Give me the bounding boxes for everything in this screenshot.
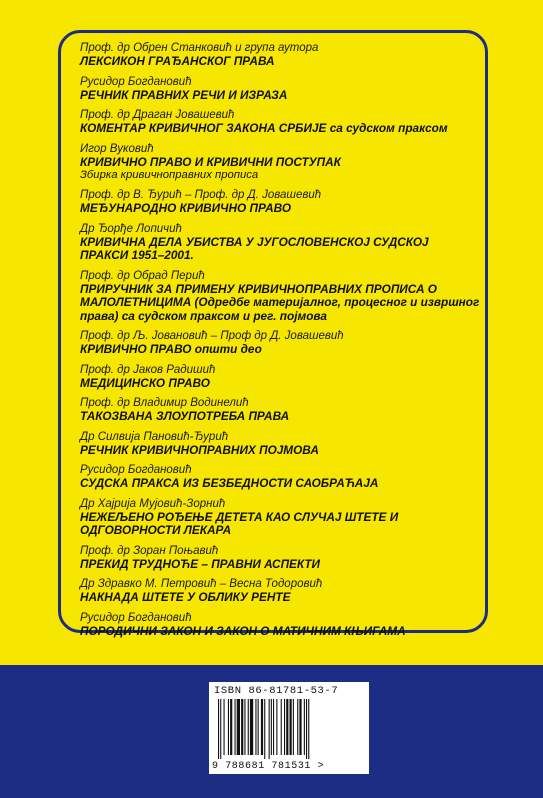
barcode-bar xyxy=(276,699,277,755)
book-title: НЕЖЕЉЕНО РОЂЕЊЕ ДЕТЕТА КАО СЛУЧАЈ ШТЕТЕ И ОДГОВОРНОСТИ ЛЕКАРА xyxy=(80,509,399,537)
book-subtitle: Збирка кривичноправних прописа xyxy=(80,169,259,181)
book-title: ЛЕКСИКОН ГРАЂАНСКОГ ПРАВА xyxy=(80,54,275,68)
barcode-bar xyxy=(261,699,263,755)
isbn-text: ISBN 86-81781-53-7 xyxy=(214,685,339,697)
book-author: Др Ђорђе Лопичић xyxy=(80,222,182,235)
barcode-bar xyxy=(281,699,282,755)
book-title: МЕЂУНАРОДНО КРИВИЧНО ПРАВО xyxy=(80,201,292,215)
book-author: Проф. др Обрад Перић xyxy=(80,269,205,282)
book-author: Др Здравко М. Петровић – Весна Тодоровић xyxy=(80,578,323,590)
book-entry xyxy=(80,76,480,103)
book-author: Проф. др Драган Јовашевић xyxy=(80,109,235,121)
book-author: Проф. др Владимир Водинелић xyxy=(80,397,249,409)
barcode-bar xyxy=(230,699,232,755)
book-title: ПОРОДИЧНИ ЗАКОН И ЗАКОН О МАТИЧНИМ КЊИГАМА xyxy=(80,623,406,638)
book-title: РЕЧНИК ПРАВНИХ РЕЧИ И ИЗРАЗА xyxy=(80,87,288,102)
book-author: Др Хајрија Мујовић-Зорнић xyxy=(80,497,226,510)
book-title: ПРИРУЧНИК ЗА ПРИМЕНУ КРИВИЧНОПРАВНИХ ПРОПИСА О МАЛОЛЕТНИЦИМА (Одредбе материјалног, процесног и извршног права) са судском праксом и рег. појмова xyxy=(80,281,480,323)
book-author: Проф. др Љ. Јовановић – Проф др Д. Јовашевић xyxy=(80,330,344,342)
barcode-bar xyxy=(248,699,249,755)
barcode-label xyxy=(209,682,369,774)
book-title: РЕЧНИК КРИВИЧНОПРАВНИХ ПОЈМОВА xyxy=(80,442,319,457)
barcode-bar xyxy=(269,699,270,759)
barcode-bar xyxy=(286,699,288,755)
book-author: Др Силвија Пановић-Ђурић xyxy=(80,430,229,443)
book-entry xyxy=(80,330,480,357)
book-title: КРИВИЧНА ДЕЛА УБИСТВА У ЈУГОСЛОВЕНСКОЈ СУДСКОЈ ПРАКСИ 1951–2001. xyxy=(80,234,429,262)
barcode-bar xyxy=(224,699,225,755)
barcode-bar xyxy=(264,699,265,759)
barcode-bar xyxy=(306,699,307,759)
book-title: КРИВИЧНО ПРАВО општи део xyxy=(80,342,262,356)
book-entry xyxy=(80,270,480,324)
book-title: ТАКОЗВАНА ЗЛОУПОТРЕБА ПРАВА xyxy=(80,409,290,423)
book-entry xyxy=(80,431,480,458)
book-title: КОМЕНТАР КРИВИЧНОГ ЗАКОНА СРБИЈЕ са судском праксом xyxy=(80,121,448,135)
book-author: Игор Вуковић xyxy=(80,142,154,155)
book-author: Русидор Богдановић xyxy=(80,464,192,476)
barcode-bar xyxy=(250,699,253,755)
barcode-bar xyxy=(255,699,256,755)
book-title: ПРЕКИД ТРУДНОЋЕ – ПРАВНИ АСПЕКТИ xyxy=(80,556,321,571)
barcode-bars xyxy=(216,699,364,759)
book-title: НАКНАДА ШТЕТЕ У ОБЛИКУ РЕНТЕ xyxy=(80,590,291,604)
book-list xyxy=(80,42,480,645)
book-title: КРИВИЧНО ПРАВО И КРИВИЧНИ ПОСТУПАК xyxy=(80,154,341,169)
barcode-bar xyxy=(290,699,292,755)
book-author: Русидор Богдановић xyxy=(80,611,192,624)
barcode-bar xyxy=(235,699,236,755)
barcode-bar xyxy=(271,699,272,755)
book-entry xyxy=(80,223,480,263)
book-entry xyxy=(80,498,480,538)
book-author: Русидор Богдановић xyxy=(80,75,192,88)
barcode-bar xyxy=(293,699,294,755)
book-entry xyxy=(80,189,480,216)
book-entry xyxy=(80,578,480,605)
book-entry xyxy=(80,143,480,183)
book-entry xyxy=(80,464,480,491)
barcode-bar xyxy=(297,699,298,755)
barcode-bar xyxy=(228,699,229,755)
book-entry xyxy=(80,364,480,391)
barcode-bar xyxy=(284,699,285,755)
book-entry xyxy=(80,545,480,572)
barcode-bar xyxy=(237,699,240,755)
book-title: МЕДИЦИНСКО ПРАВО xyxy=(80,375,210,390)
book-entry xyxy=(80,397,480,424)
barcode-bar xyxy=(218,699,219,759)
barcode-bar xyxy=(273,699,274,755)
book-title: СУДСКА ПРАКСА ИЗ БЕЗБЕДНОСТИ САОБРАЋАЈА xyxy=(80,476,379,490)
barcode-bar xyxy=(308,699,309,759)
book-author: Проф. др Зоран Поњавић xyxy=(80,544,219,557)
book-entry xyxy=(80,612,480,639)
barcode-bar xyxy=(304,699,305,755)
book-author: Проф. др Јаков Радишић xyxy=(80,363,216,376)
barcode-digits: 9 788681 781531 > xyxy=(212,761,325,772)
barcode-bar xyxy=(244,699,245,755)
book-entry xyxy=(80,42,480,69)
barcode-bar xyxy=(299,699,301,755)
barcode-bar xyxy=(258,699,259,755)
book-entry xyxy=(80,109,480,136)
book-author: Проф. др Обрен Станковић и група аутора xyxy=(80,42,319,54)
book-author: Проф. др В. Ђурић – Проф. др Д. Јовашевић xyxy=(80,189,322,201)
barcode-bar xyxy=(241,699,243,755)
barcode-bar xyxy=(220,699,221,759)
